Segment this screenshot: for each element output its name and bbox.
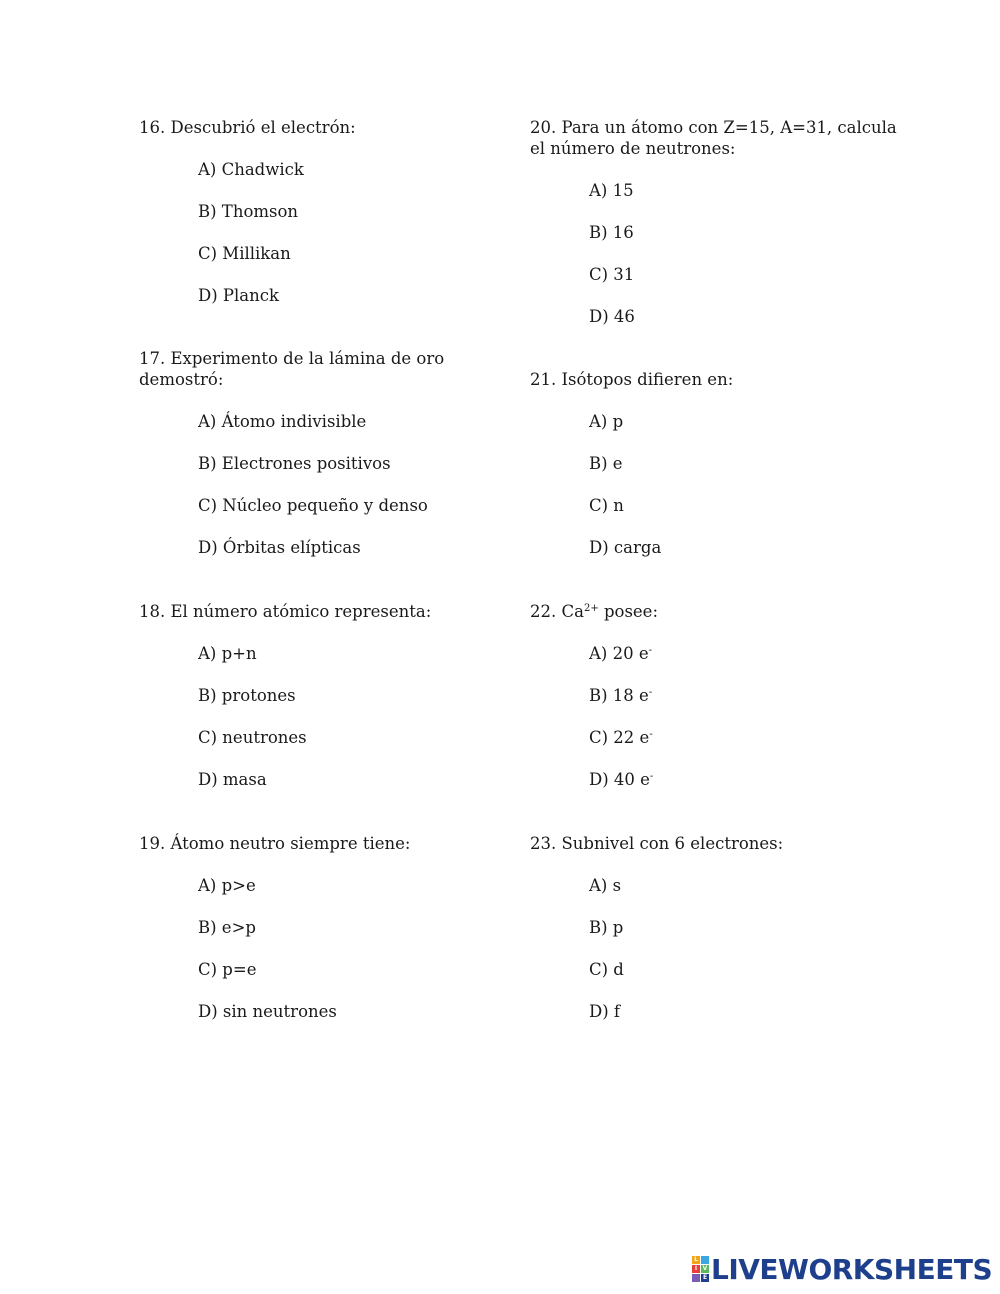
question-22-option-d: D) 40 e- <box>589 770 654 789</box>
question-17-text-line2: demostró: <box>139 370 224 389</box>
question-17-option-b: B) Electrones positivos <box>198 454 391 473</box>
question-19-option-b: B) e>p <box>198 918 256 937</box>
question-17-option-d: D) Órbitas elípticas <box>198 538 361 557</box>
question-17-option-c: C) Núcleo pequeño y denso <box>198 496 428 515</box>
liveworksheets-logo <box>692 1252 993 1286</box>
question-16-option-a: A) Chadwick <box>198 160 304 179</box>
question-18-option-b: B) protones <box>198 686 296 705</box>
logo-tile: L <box>692 1256 700 1264</box>
question-22-option-b: B) 18 e- <box>589 686 653 705</box>
question-23-option-d: D) f <box>589 1002 621 1021</box>
question-23-option-a: A) s <box>589 876 622 895</box>
question-16-option-c: C) Millikan <box>198 244 291 263</box>
question-22-option-a: A) 20 e- <box>589 644 652 663</box>
question-21-text: 21. Isótopos difieren en: <box>530 370 734 389</box>
liveworksheets-logo-icon <box>692 1256 709 1282</box>
question-16-option-d: D) Planck <box>198 286 279 305</box>
question-20-option-b: B) 16 <box>589 223 634 242</box>
question-19-option-d: D) sin neutrones <box>198 1002 337 1021</box>
liveworksheets-wordmark: LIVEWORKSHEETS <box>711 1252 993 1286</box>
question-18-option-d: D) masa <box>198 770 267 789</box>
question-16-text: 16. Descubrió el electrón: <box>139 118 356 137</box>
logo-tile: I <box>692 1265 700 1273</box>
question-18-text: 18. El número atómico representa: <box>139 602 432 621</box>
question-19-option-a: A) p>e <box>198 876 256 895</box>
logo-tile: V <box>702 1265 708 1272</box>
question-20-option-d: D) 46 <box>589 307 635 326</box>
question-22-option-c: C) 22 e- <box>589 728 653 747</box>
question-20-text-line1: 20. Para un átomo con Z=15, A=31, calcula <box>530 118 897 137</box>
question-20-text-line2: el número de neutrones: <box>530 139 736 158</box>
question-22-charge: 2+ <box>583 603 599 614</box>
question-19-option-c: C) p=e <box>198 960 257 979</box>
question-23-option-c: C) d <box>589 960 624 979</box>
question-21-option-a: A) p <box>589 412 624 431</box>
question-18-option-c: C) neutrones <box>198 728 307 747</box>
logo-tile <box>692 1274 700 1282</box>
logo-tile <box>701 1256 709 1264</box>
question-16-option-b: B) Thomson <box>198 202 299 221</box>
question-19-text: 19. Átomo neutro siempre tiene: <box>139 834 411 853</box>
question-22-suffix: posee: <box>598 602 658 621</box>
question-20-option-c: C) 31 <box>589 265 635 284</box>
question-17-option-a: A) Átomo indivisible <box>198 412 367 431</box>
question-20-option-a: A) 15 <box>589 181 634 200</box>
question-23-text: 23. Subnivel con 6 electrones: <box>530 834 784 853</box>
question-23-option-b: B) p <box>589 918 624 937</box>
question-21-option-d: D) carga <box>589 538 662 557</box>
question-21-option-b: B) e <box>589 454 623 473</box>
question-22-prefix: 22. Ca <box>530 602 584 621</box>
question-18-option-a: A) p+n <box>198 644 257 663</box>
question-22-text <box>530 601 658 622</box>
logo-tile: E <box>702 1274 708 1281</box>
question-21-option-c: C) n <box>589 496 624 515</box>
question-17-text-line1: 17. Experimento de la lámina de oro <box>139 349 445 368</box>
